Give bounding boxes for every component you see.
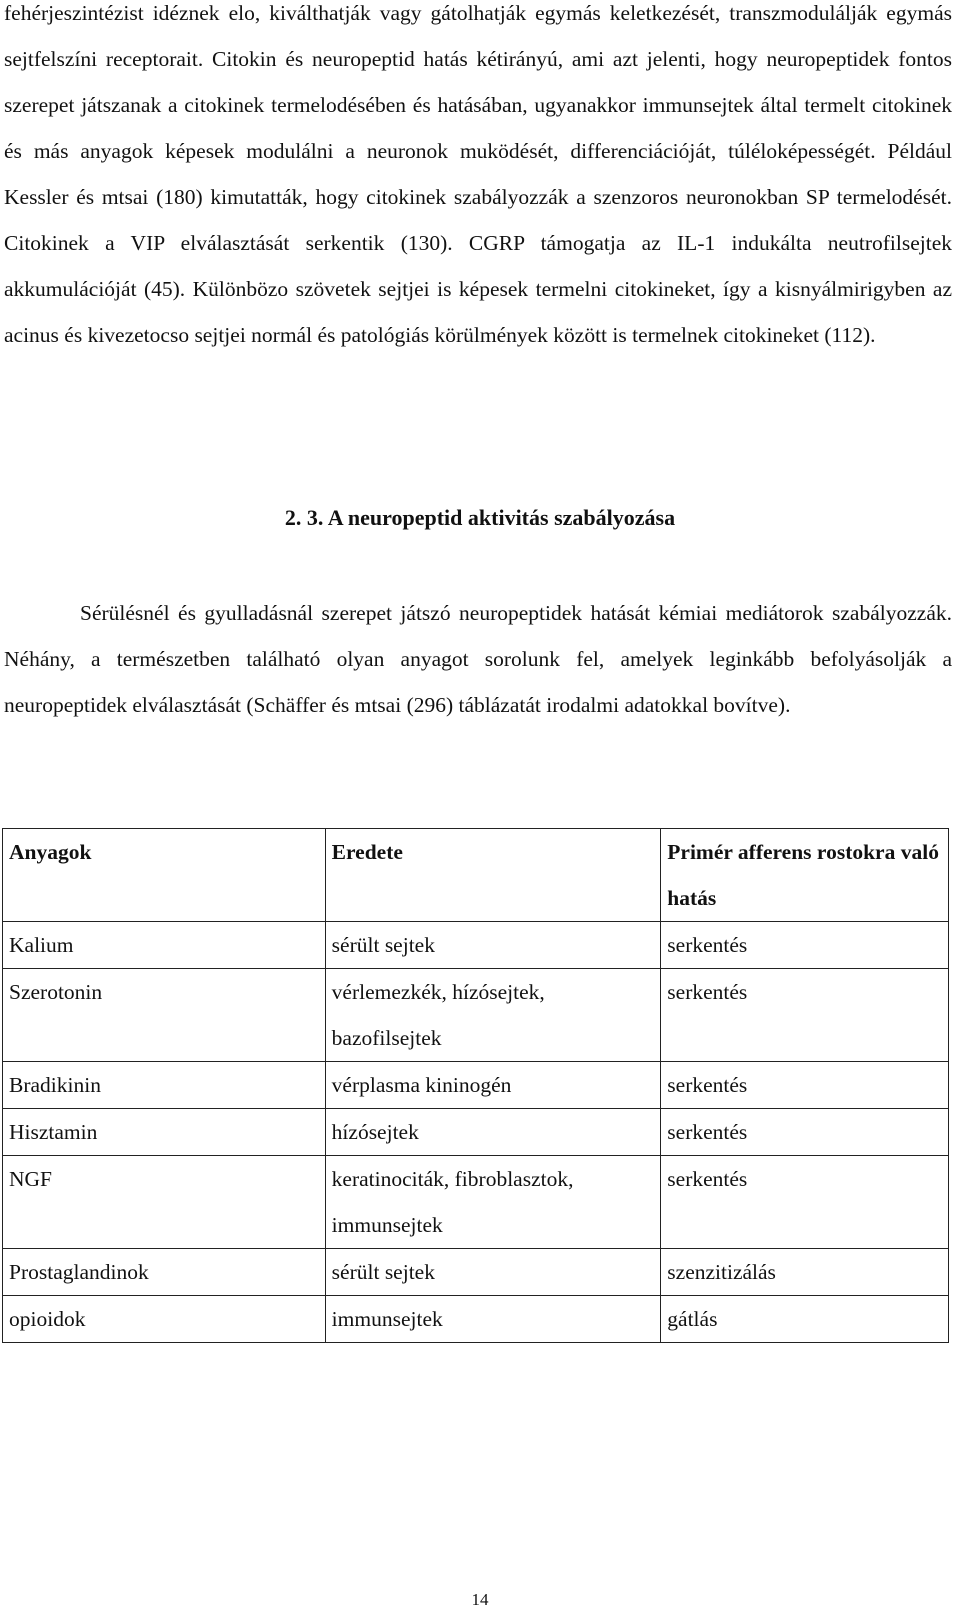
body-paragraph-2: Sérülésnél és gyulladásnál szerepet játszó neuropeptidek hatását kémiai mediátorok szabályozzák. Néhány, a természetben található olyan anyagot sorolunk fel, amelyek leginkább befolyásolják a neuropeptidek elválasztását (Schäffer és mtsai (296) táblázatát irodalmi adatokkal bovítve). (4, 601, 952, 717)
substances-table (2, 828, 949, 1343)
table-row (3, 1062, 949, 1109)
table-row (3, 1296, 949, 1343)
table-cell: serkentés (661, 922, 949, 969)
table-cell: Hisztamin (3, 1109, 326, 1156)
table-cell: sérült sejtek (325, 922, 661, 969)
body-paragraph-1: fehérjeszintézist idéznek elo, kiválthatják vagy gátolhatják egymás keletkezését, transzmodulálják egymás sejtfelszíni receptorait. Citokin és neuropeptid hatás kétirányú, ami azt jelenti, hogy neuropeptidek fontos szerepet játszanak a citokinek termelodésében és hatásában, ugyanakkor immunsejtek által termelt citokinek és más anyagok képesek modulálni a neuronok muködését, differenciációját, túléloképességét. Például Kessler és mtsai (180) kimutatták, hogy citokinek szabályozzák a szenzoros neuronokban SP termelodését. Citokinek a VIP elválasztását serkentik (130). CGRP támogatja az IL-1 indukálta neutrofilsejtek akkumulációját (45). Különbözo szövetek sejtjei is képesek termelni citokineket, így a kisnyálmirigyben az acinus és kivezetocso sejtjei normál és patológiás körülmények között is termelnek citokineket (112). (4, 1, 952, 347)
table-cell: szenzitizálás (661, 1249, 949, 1296)
section-heading: 2. 3. A neuropeptid aktivitás szabályozása (284, 505, 676, 530)
table-header-cell: Eredete (325, 829, 661, 922)
table-cell: sérült sejtek (325, 1249, 661, 1296)
table-cell: serkentés (661, 1062, 949, 1109)
table-cell: vérlemezkék, hízósejtek, bazofilsejtek (325, 969, 661, 1062)
table-row (3, 1109, 949, 1156)
table-cell: immunsejtek (325, 1296, 661, 1343)
table-cell: keratinociták, fibroblasztok, immunsejtek (325, 1156, 661, 1249)
table-row (3, 1249, 949, 1296)
table-cell: serkentés (661, 1109, 949, 1156)
table-cell: Kalium (3, 922, 326, 969)
table-cell: hízósejtek (325, 1109, 661, 1156)
table-cell: Bradikinin (3, 1062, 326, 1109)
table-row (3, 969, 949, 1062)
table-cell: serkentés (661, 1156, 949, 1249)
table-header-cell: Anyagok (3, 829, 326, 922)
table-cell: Prostaglandinok (3, 1249, 326, 1296)
table-header-cell: Primér afferens rostokra való hatás (661, 829, 949, 922)
table-cell: serkentés (661, 969, 949, 1062)
table-cell: NGF (3, 1156, 326, 1249)
table-cell: opioidok (3, 1296, 326, 1343)
page-number: 14 (471, 1590, 489, 1609)
table-row (3, 922, 949, 969)
table-row (3, 1156, 949, 1249)
table-cell: gátlás (661, 1296, 949, 1343)
table-header-row (3, 829, 949, 922)
table-cell: vérplasma kininogén (325, 1062, 661, 1109)
table-cell: Szerotonin (3, 969, 326, 1062)
